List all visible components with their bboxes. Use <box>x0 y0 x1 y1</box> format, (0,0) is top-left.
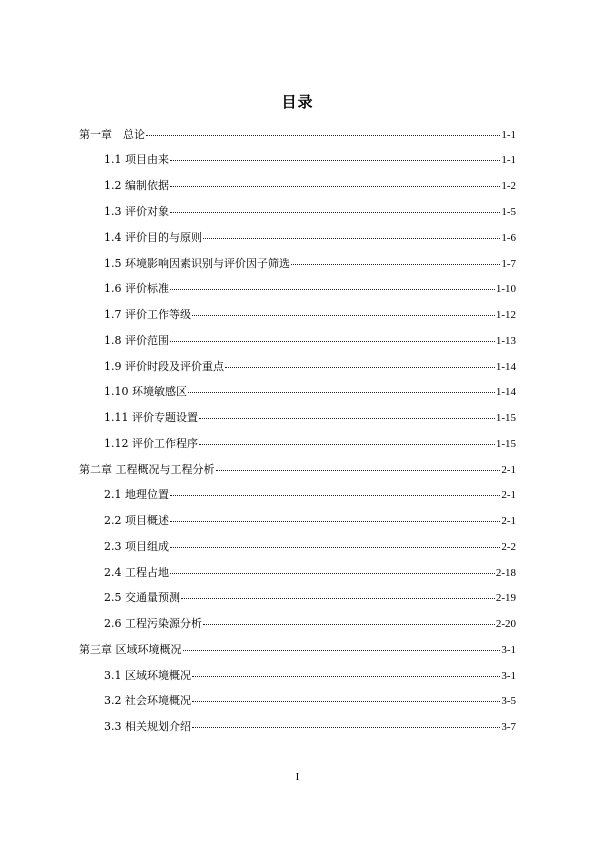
toc-entry-page: 2-1 <box>501 515 516 527</box>
dot-leader <box>170 160 500 161</box>
dot-leader <box>170 289 495 290</box>
dot-leader <box>291 264 500 265</box>
toc-entry[interactable] <box>79 128 516 142</box>
page-number: I <box>295 771 300 783</box>
dot-leader <box>146 135 500 136</box>
toc-entry[interactable] <box>104 231 516 245</box>
dot-leader <box>183 650 501 651</box>
toc-entry-page: 1-2 <box>501 180 516 192</box>
toc-entry-page: 1-14 <box>495 361 516 373</box>
toc-entry-page: 2-19 <box>495 592 516 604</box>
dot-leader <box>199 418 495 419</box>
toc-entry[interactable] <box>104 437 516 451</box>
toc-entry-label: 1.9 评价时段及评价重点 <box>104 360 224 373</box>
toc-entry[interactable] <box>104 514 516 528</box>
toc-entry[interactable] <box>104 694 516 708</box>
toc-entry-page: 1-7 <box>501 258 516 270</box>
toc-entry-label: 1.3 评价对象 <box>104 205 169 218</box>
toc-entry-page: 2-20 <box>495 618 516 630</box>
toc-entry[interactable] <box>104 257 516 271</box>
toc-entry-page: 2-18 <box>495 567 516 579</box>
toc-entry-label: 2.2 项目概述 <box>104 514 169 527</box>
dot-leader <box>192 727 500 728</box>
toc-entry-label: 1.7 评价工作等级 <box>104 308 191 321</box>
toc-entry[interactable] <box>104 282 516 296</box>
toc-entry[interactable] <box>104 153 516 167</box>
toc-entry-page: 1-15 <box>495 438 516 450</box>
toc-entry-label: 1.8 评价范围 <box>104 334 169 347</box>
toc-entry[interactable] <box>104 488 516 502</box>
dot-leader <box>203 624 495 625</box>
toc-entry-label: 第二章 工程概况与工程分析 <box>79 463 215 476</box>
toc-entry-page: 3-1 <box>501 644 516 656</box>
toc-entry[interactable] <box>104 540 516 554</box>
toc-entry-label: 2.3 项目组成 <box>104 540 169 553</box>
toc-entry-label: 1.11 评价专题设置 <box>104 411 198 424</box>
dot-leader <box>225 367 495 368</box>
dot-leader <box>170 186 500 187</box>
toc-entry[interactable] <box>104 308 516 322</box>
toc-entry[interactable] <box>104 617 516 631</box>
toc-entry-page: 3-7 <box>501 721 516 733</box>
toc-entry[interactable] <box>104 179 516 193</box>
toc-entry[interactable] <box>104 205 516 219</box>
toc-entry[interactable] <box>104 591 516 605</box>
toc-entry-label: 3.1 区域环境概况 <box>104 669 191 682</box>
dot-leader <box>170 212 500 213</box>
toc-entry-page: 3-5 <box>501 695 516 707</box>
toc-entry[interactable] <box>104 360 516 374</box>
toc-entry-page: 2-1 <box>501 464 516 476</box>
toc-entry-label: 1.1 项目由来 <box>104 153 169 166</box>
dot-leader <box>170 521 500 522</box>
toc-entry[interactable] <box>79 463 516 477</box>
toc-entry-page: 1-6 <box>501 232 516 244</box>
toc-entry-page: 1-15 <box>495 412 516 424</box>
dot-leader <box>192 315 495 316</box>
dot-leader <box>216 470 501 471</box>
toc-entry-label: 第三章 区域环境概况 <box>79 643 182 656</box>
toc-entry-page: 1-12 <box>495 309 516 321</box>
toc-entry-label: 2.5 交通量预测 <box>104 591 180 604</box>
toc-entry-label: 1.2 编制依据 <box>104 179 169 192</box>
dot-leader <box>181 598 495 599</box>
toc-entry-page: 1-1 <box>501 129 516 141</box>
toc-entry-label: 1.10 环境敏感区 <box>104 385 187 398</box>
dot-leader <box>192 701 500 702</box>
toc-entry-page: 1-14 <box>495 386 516 398</box>
toc-entry-label: 1.6 评价标准 <box>104 282 169 295</box>
toc-entry-page: 1-10 <box>495 283 516 295</box>
toc-entry-page: 1-1 <box>501 154 516 166</box>
toc-entry-page: 1-5 <box>501 206 516 218</box>
toc-entry-page: 3-1 <box>501 670 516 682</box>
toc-entry-label: 3.3 相关规划介绍 <box>104 720 191 733</box>
toc-entry-label: 2.4 工程占地 <box>104 566 169 579</box>
toc-entry[interactable] <box>104 720 516 734</box>
dot-leader <box>199 444 495 445</box>
dot-leader <box>192 676 500 677</box>
toc-entry[interactable] <box>104 334 516 348</box>
toc-entry-label: 2.1 地理位置 <box>104 488 169 501</box>
toc-entry-label: 2.6 工程污染源分析 <box>104 617 202 630</box>
toc-entry-label: 1.4 评价目的与原则 <box>104 231 202 244</box>
toc-entry[interactable] <box>104 411 516 425</box>
dot-leader <box>170 495 500 496</box>
dot-leader <box>203 238 500 239</box>
page-title: 目录 <box>281 93 314 111</box>
toc-entry-page: 2-2 <box>501 541 516 553</box>
toc-entry-label: 3.2 社会环境概况 <box>104 694 191 707</box>
toc-entry-label: 1.5 环境影响因素识别与评价因子筛选 <box>104 257 290 270</box>
toc-entry-page: 2-1 <box>501 489 516 501</box>
toc-entry[interactable] <box>104 566 516 580</box>
dot-leader <box>170 341 495 342</box>
toc-entry-label: 1.12 评价工作程序 <box>104 437 198 450</box>
toc-entry[interactable] <box>79 643 516 657</box>
dot-leader <box>170 547 500 548</box>
toc-entry[interactable] <box>104 669 516 683</box>
toc-entry-label: 第一章 总论 <box>79 128 145 141</box>
dot-leader <box>170 573 495 574</box>
dot-leader <box>188 392 495 393</box>
toc-entry-page: 1-13 <box>495 335 516 347</box>
toc-entry[interactable] <box>104 385 516 399</box>
